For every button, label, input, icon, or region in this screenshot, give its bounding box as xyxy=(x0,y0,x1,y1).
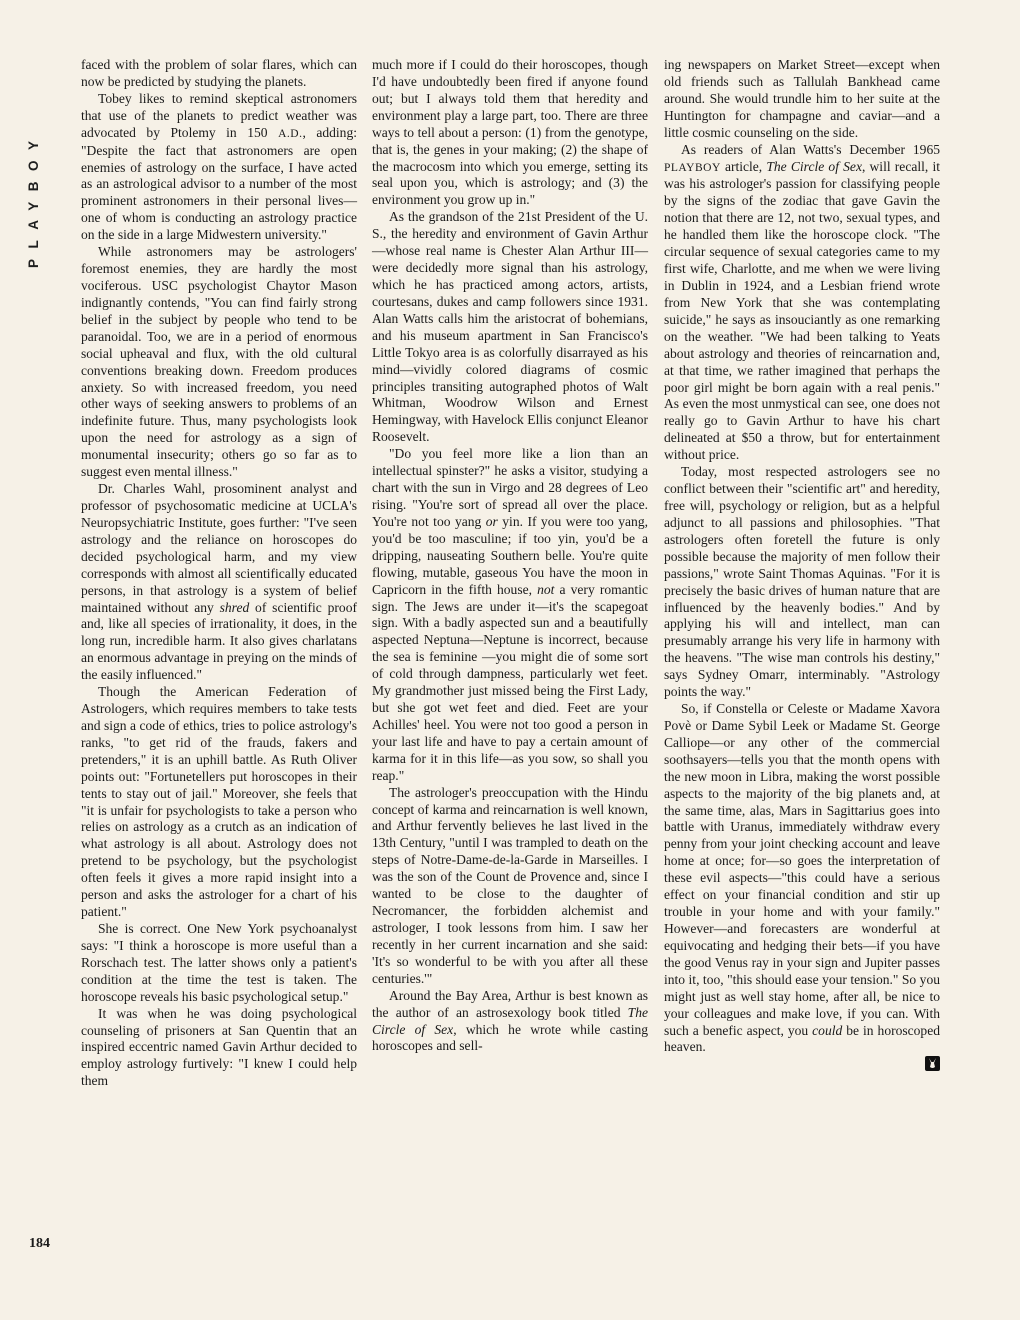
rabbit-head-glyph xyxy=(925,1056,940,1071)
page-number: 184 xyxy=(29,1236,50,1251)
paragraph: Dr. Charles Wahl, prosominent analyst and professor of psychosomatic medicine at UCLA's Neuropsychiatric Institute, goes further: "I've seen astrology and the reliance on horoscopes do decided psychological harm, and my view corresponds with almost all scientifically educated persons, in that astrology is a system of belief maintained without any shred of scientific proof and, like all species of irrationality, it does, in the long run, incredible harm. It also gives charlatans an enormous advantage in preying on the minds of the easily influenced." xyxy=(81,481,357,683)
paragraph: So, if Constella or Celeste or Madame Xavora Povè or Dame Sybil Leek or Madame St. George Calliope—or any other of the commercial soothsayers—tells you that the month opens with the new moon in Libra, making the worst possible aspects to the majority of the big planets and, at the same time, alas, Mars in Sagittarius goes into battle with Uranus, immediately withdraw every penny from your joint checking account and leave home at once; for—so goes the interpretation of these evil aspects—"this could have a serious effect on your financial condition and stir up trouble in your home and with your family." However—and forecasters are wonderful at equivocating and hedging their bets—if you have the good Venus ray in your sign and Jupiter passes into it, too, "this should ease your tension." So you might just as well stay home, after all, be nice to your colleagues and make love, if you can. With such a benefic aspect, you could be in horoscoped heaven. xyxy=(664,701,940,1055)
article-column-1 xyxy=(81,57,357,1090)
paragraph: The astrologer's preoccupation with the Hindu concept of karma and reincarnation is well known, and Arthur fervently believes he last lived in the 13th Century, "until I was trampled to death on the steps of Notre-Dame-de-la-Garde in Marseilles. I was the son of the Count de Provence and, since I wanted to be close to the daughter of Necromancer, the forbidden alchemist and astrologer, I took lessons from him. I saw her recently in her current incarnation and she said: 'It's so wonderful to be with you after all these centuries.'" xyxy=(372,784,648,986)
paragraph: much more if I could do their horoscopes, though I'd have undoubtedly been fired if anyone found out; but I always told them that heredity and environment play a large part, too. There are three ways to tell about a person: (1) from the genotype, that is, the genes in your making; (2) the shape of the macrocosm into which you emerge, setting its seal upon you, which is astrology; and (3) the environment you grow up in." xyxy=(372,57,648,208)
article-column-2 xyxy=(372,57,648,1055)
paragraph: As the grandson of the 21st President of the U. S., the heredity and environment of Gavin Arthur—whose real name is Chester Alan Arthur III—were decidedly more signal than his astrology, which he has practiced among actors, artists, courtesans, dukes and camp followers since 1931. Alan Watts calls him the aristocrat of bohemians, and his museum apartment in San Francisco's Little Tokyo area is as colorfully disarrayed as his mind—vividly colored diagrams of cosmic principles transiting autographed photos of Walt Whitman, Woodrow Wilson and Ernest Hemingway, with Havelock Ellis conjunct Eleanor Roosevelt. xyxy=(372,209,648,445)
article-column-3 xyxy=(664,57,940,1074)
paragraph: ing newspapers on Market Street—except when old friends such as Tallulah Bankhead came around. She would trundle him to her suite at the Huntington for champagne and caviar—and a little cosmic counseling on the side. xyxy=(664,57,940,140)
magazine-masthead: PLAYBOY xyxy=(26,130,41,268)
paragraph: Today, most respected astrologers see no conflict between their "scientific art" and heredity, free will, psychology or religion, but as a helpful adjunct to all passions and philosophies. "That astrologers often foretell the future is only possible because the majority of men follow their passions," wrote Saint Thomas Aquinas. "For it is precisely the basic drives of human nature that are influenced by the heavenly bodies." And by applying his will and intellect, man can presumably arrange his very life in harmony with the heavens. "The wise man controls his destiny," says Sydney Omarr, interminably. "Astrology points the way." xyxy=(664,464,940,700)
paragraph: Tobey likes to remind skeptical astronomers that use of the planets to predict weather was advocated by Ptolemy in 150 A.D., adding: "Despite the fact that astronomers are open enemies of astrology on the surface, I have acted as an astrological advisor to a number of the most prominent astronomers in their personal lives—one of whom is conducting an astrology practice on the side in a large Midwestern university." xyxy=(81,90,357,243)
paragraph: Around the Bay Area, Arthur is best known as the author of an astrosexology book titled The Circle of Sex, which he wrote while casting horoscopes and sell- xyxy=(372,987,648,1054)
paragraph: While astronomers may be astrologers' foremost enemies, they are hardly the most vociferous. USC psychologist Chaytor Mason indignantly contends, "You can find fairly strong belief in the subject by people who tend to be paranoidal. Too, we are in a period of enormous social upheaval and flux, with the old cultural conventions breaking down. Freedom produces anxiety. So with increased freedom, you need other ways of seeking answers to problems of an indefinite future. Thus, many psychologists look upon the need for astrology as a sign of monumental insecurity; others go so far as to suggest even mental illness." xyxy=(81,244,357,480)
end-mark-row xyxy=(664,1056,940,1074)
paragraph: faced with the problem of solar flares, which can now be predicted by studying the planets. xyxy=(81,57,357,89)
rabbit-head-icon xyxy=(925,1056,940,1071)
paragraph: It was when he was doing psychological counseling of prisoners at San Quentin that an inspired eccentric named Gavin Arthur decided to employ astrology furtively: "I knew I could help them xyxy=(81,1005,357,1089)
paragraph: As readers of Alan Watts's December 1965 PLAYBOY article, The Circle of Sex, will recall, it was his astrologer's passion for classifying people by the signs of the zodiac that gave Gavin the notion that there are 12, not two, sexual types, and he handled them like the horoscope clock. "The circular sequence of sexual categories came to my first wife, Charlotte, and me when we were living in Dublin in 1924, and a Lesbian friend wrote from New York that she was contemplating suicide," he says as insouciantly as one remarking on the weather. "We had been talking to Yeats about astrology and theories of reincarnation and, at that time, we rather imagined that perhaps the poor girl might be born again with a real penis." As even the most unmystical can see, one does not really go to Gavin Arthur to have his chart delineated at $50 a throw, but for entertainment without price. xyxy=(664,141,940,463)
paragraph: Though the American Federation of Astrologers, which requires members to take tests and sign a code of ethics, tries to police astrology's ranks, "to get rid of the frauds, fakers and pretenders," it is an uphill battle. As Ruth Oliver points out: "Fortunetellers put horoscopes in their tents to stay out of jail." Moreover, she feels that "it is unfair for psychologists to take a person who relies on astrology as a crutch as an indication of what astrology is all about. Astrology does not pretend to be psychology, but the psychologist often feels it gives a more rapid insight into a person and asks the astrologer for a chart of his patient." xyxy=(81,684,357,920)
paragraph: She is correct. One New York psychoanalyst says: "I think a horoscope is more useful than a Rorschach test. The latter shows only a patient's condition at the time the test is taken. The horoscope reveals his basic psychological setup." xyxy=(81,921,357,1004)
paragraph: "Do you feel more like a lion than an intellectual spinster?" he asks a visitor, studying a chart with the sun in Virgo and 28 degrees of Leo rising. "You're sort of spread all over the place. You're not too yang or yin. If you were too yang, you'd be too masculine; if too yin, you'd be a dripping, nauseating Southern belle. You're quite flowing, mutable, gaseous You have the moon in Capricorn in the fifth house, not a very romantic sign. The Jews are under it—it's the scapegoat sign. With a badly aspected sun and a beautifully aspected Neptuna—Neptune is incorrect, because the sea is feminine —you might die of some sort of cold through dampness, particularly wet feet. My grandmother just missed being the First Lady, but she got wet feet and died. Feet are your Achilles' heel. You were not too good a person in your last life and have to pay a certain amount of karma for it in this life—as you sow, so shall you reap." xyxy=(372,446,648,783)
